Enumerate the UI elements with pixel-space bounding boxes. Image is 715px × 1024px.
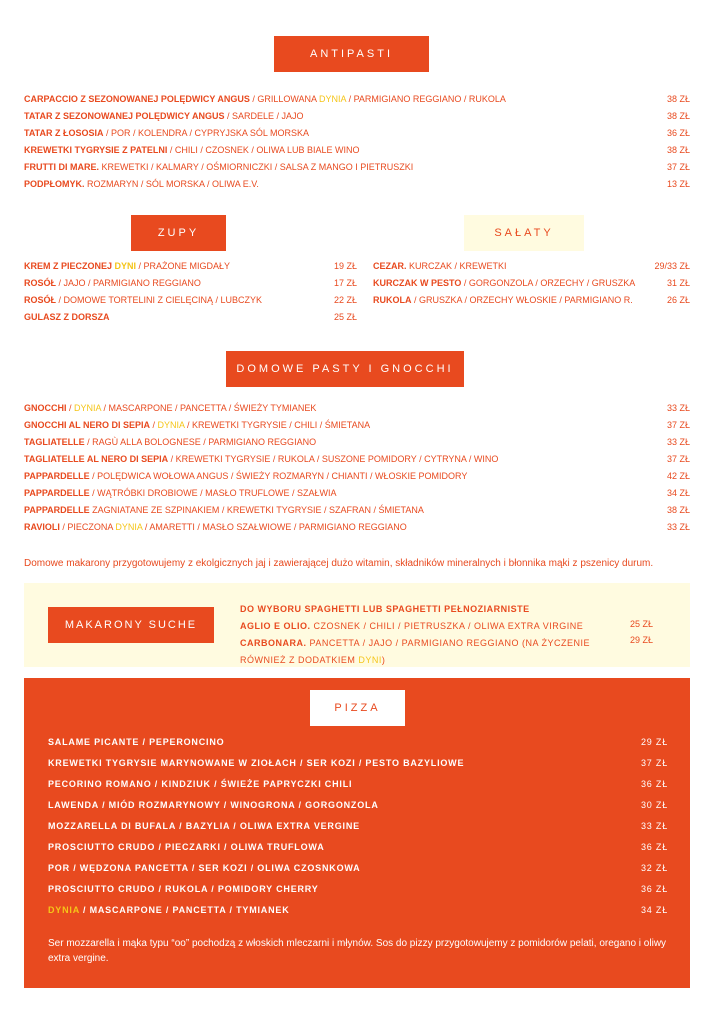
item-desc: / GRILLOWANA xyxy=(249,94,320,104)
suche-prices xyxy=(630,616,653,648)
item-desc: / SARDELE / JAJO xyxy=(224,111,304,121)
suche-header: MAKARONY SUCHE xyxy=(48,607,214,643)
suche-line-2 xyxy=(240,618,600,635)
item-price: 37 ZŁ xyxy=(666,420,690,430)
item-desc: / xyxy=(66,403,75,413)
suche-line-3 xyxy=(240,635,600,652)
item-price: 38 ZŁ xyxy=(666,145,690,155)
pizza-list xyxy=(48,732,668,921)
item-desc: RÓWNIEŻ Z DODATKIEM xyxy=(240,655,359,665)
item-desc: ROZMARYN / SÓL MORSKA / OLIWA E.V. xyxy=(84,179,259,189)
item-price: 36 ZŁ xyxy=(640,842,668,852)
item-highlight: DYNIA xyxy=(157,420,185,430)
item-price: 30 ZŁ xyxy=(640,800,668,810)
item-price: 32 ZŁ xyxy=(640,863,668,873)
item-desc: ) xyxy=(381,655,386,665)
item-desc: / PRAŻONE MIGDAŁY xyxy=(136,261,231,271)
zupy-list xyxy=(24,258,357,326)
menu-item xyxy=(24,519,690,536)
item-highlight: DYNIA xyxy=(319,94,347,104)
item-name: PROSCIUTTO CRUDO / PIECZARKI / OLIWA TRUFLOWA xyxy=(48,842,325,852)
item-desc: / JAJO / PARMIGIANO REGGIANO xyxy=(56,278,201,288)
item-price: 29/33 ZŁ xyxy=(654,261,690,271)
pizza-header: PIZZA xyxy=(310,690,405,726)
pizza-note: Ser mozzarella i mąka typu “oo” pochodzą z włoskich mleczarni i młynów. Sos do pizzy przygotowujemy z pomidorów pelati, oregano i oliwy extra vergine. xyxy=(48,938,667,964)
suche-details xyxy=(240,601,600,669)
item-price: 26 ZŁ xyxy=(666,295,690,305)
item-desc: KREWETKI / KALMARY / OŚMIORNICZKI / SALSA Z MANGO I PIETRUSZKI xyxy=(99,162,414,172)
item-price: 33 ZŁ xyxy=(666,403,690,413)
item-price: 17 ZŁ xyxy=(333,278,357,288)
item-price: 19 ZŁ xyxy=(333,261,357,271)
item-desc: / MASCARPONE / PANCETTA / ŚWIEŻY TYMIANEK xyxy=(101,403,317,413)
item-price: 38 ZŁ xyxy=(666,94,690,104)
salaty-header: SAŁATY xyxy=(464,215,584,251)
item-desc: / GRUSZKA / ORZECHY WŁOSKIE / PARMIGIANO R. xyxy=(411,295,633,305)
item-highlight: DYNI xyxy=(358,655,382,665)
item-name: POR / WĘDZONA PANCETTA / SER KOZI / OLIWA CZOSNKOWA xyxy=(48,863,361,873)
item-name: CARPACCIO Z SEZONOWANEJ POLĘDWICY ANGUS xyxy=(24,94,250,104)
item-name: KREM Z PIECZONEJ xyxy=(24,261,115,271)
item-name: PAPPARDELLE xyxy=(24,488,90,498)
item-name: KREWETKI TYGRYSIE Z PATELNI xyxy=(24,145,168,155)
item-highlight: DYNIA xyxy=(74,403,102,413)
item-price: 33 ZŁ xyxy=(640,821,668,831)
pasty-list xyxy=(24,400,690,536)
menu-item xyxy=(24,451,690,468)
item-price: 38 ZŁ xyxy=(666,111,690,121)
item-desc: ZAGNIATANE ZE SZPINAKIEM / KREWETKI TYGRYSIE / SZAFRAN / ŚMIETANA xyxy=(89,505,424,515)
item-price: 29 ZŁ xyxy=(630,635,654,645)
menu-item xyxy=(24,292,357,309)
item-desc: / PIECZONA xyxy=(59,522,116,532)
item-name: PODPŁOMYK. xyxy=(24,179,85,189)
menu-item xyxy=(373,292,690,309)
menu-item xyxy=(24,502,690,519)
menu-item xyxy=(24,275,357,292)
menu-item xyxy=(48,837,668,858)
menu-item xyxy=(48,879,668,900)
item-price: 25 ZŁ xyxy=(333,312,357,322)
menu-item xyxy=(48,816,668,837)
item-price: 37 ZŁ xyxy=(666,454,690,464)
item-name: KURCZAK W PESTO xyxy=(373,278,462,288)
menu-item xyxy=(24,91,690,108)
menu-item xyxy=(24,309,357,326)
suche-line-4 xyxy=(240,652,600,669)
item-price: 22 ZŁ xyxy=(333,295,357,305)
item-price: 33 ZŁ xyxy=(666,522,690,532)
menu-item xyxy=(24,258,357,275)
pizza-panel xyxy=(24,678,690,988)
antipasti-list xyxy=(24,91,690,193)
item-name: TATAR Z SEZONOWANEJ POLĘDWICY ANGUS xyxy=(24,111,225,121)
item-price: 42 ZŁ xyxy=(666,471,690,481)
suche-line-1: DO WYBORU SPAGHETTI LUB SPAGHETTI PEŁNOZIARNISTE xyxy=(240,604,530,614)
pasty-header: DOMOWE PASTY I GNOCCHI xyxy=(226,351,464,387)
item-name: RAVIOLI xyxy=(24,522,60,532)
item-name: SALAME PICANTE / PEPERONCINO xyxy=(48,737,225,747)
menu-item xyxy=(48,732,668,753)
item-price: 36 ZŁ xyxy=(640,884,668,894)
item-desc: / GORGONZOLA / ORZECHY / GRUSZKA xyxy=(461,278,636,288)
item-name: MOZZARELLA DI BUFALA / BAZYLIA / OLIWA EXTRA VERGINE xyxy=(48,821,360,831)
pasty-note: Domowe makarony przygotowujemy z ekolgicznych jaj i zawierającej dużo witamin, składników mineralnych i błonnika mąki z pszenicy durum. xyxy=(24,558,654,569)
item-desc: / POLĘDWICA WOŁOWA ANGUS / ŚWIEŻY ROZMARYN / CHIANTI / WŁOSKIE POMIDORY xyxy=(89,471,468,481)
item-desc: / RAGÙ ALLA BOLOGNESE / PARMIGIANO REGGIANO xyxy=(84,437,317,447)
item-name: RUKOLA xyxy=(373,295,412,305)
item-name: / MASCARPONE / PANCETTA / TYMIANEK xyxy=(79,905,290,915)
item-name: FRUTTI DI MARE. xyxy=(24,162,99,172)
menu-item xyxy=(24,176,690,193)
item-name: KREWETKI TYGRYSIE MARYNOWANE W ZIOŁACH / SER KOZI / PESTO BAZYLIOWE xyxy=(48,758,465,768)
item-name: GULASZ Z DORSZA xyxy=(24,312,110,322)
item-name: ROSÓŁ xyxy=(24,278,57,288)
item-desc: PANCETTA / JAJO / PARMIGIANO REGGIANO (NA ŻYCZENIE xyxy=(306,638,591,648)
item-desc: / KREWETKI TYGRYSIE / CHILI / ŚMIETANA xyxy=(184,420,371,430)
item-name: PAPPARDELLE xyxy=(24,505,90,515)
zupy-header: ZUPY xyxy=(131,215,226,251)
item-price: 25 ZŁ xyxy=(630,619,654,629)
menu-item xyxy=(48,774,668,795)
item-name: PAPPARDELLE xyxy=(24,471,90,481)
item-price: 31 ZŁ xyxy=(666,278,690,288)
menu-item xyxy=(24,125,690,142)
item-desc: / POR / KOLENDRA / CYPRYJSKA SÓL MORSKA xyxy=(103,128,310,138)
item-name: CEZAR. xyxy=(373,261,407,271)
item-desc: KURCZAK / KREWETKI xyxy=(406,261,507,271)
menu-item xyxy=(373,275,690,292)
item-name: AGLIO E OLIO. xyxy=(240,621,311,631)
item-name: LAWENDA / MIÓD ROZMARYNOWY / WINOGRONA / GORGONZOLA xyxy=(48,800,379,810)
item-highlight: DYNIA xyxy=(48,905,80,915)
item-desc: / WĄTRÓBKI DROBIOWE / MASŁO TRUFLOWE / SZAŁWIA xyxy=(89,488,337,498)
item-name: GNOCCHI AL NERO DI SEPIA xyxy=(24,420,151,430)
item-price: 33 ZŁ xyxy=(666,437,690,447)
item-price: 36 ZŁ xyxy=(640,779,668,789)
item-name: TAGLIATELLE xyxy=(24,437,85,447)
menu-item xyxy=(24,108,690,125)
menu-item xyxy=(24,142,690,159)
item-price: 29 ZŁ xyxy=(640,737,668,747)
item-price: 13 ZŁ xyxy=(666,179,690,189)
menu-item xyxy=(373,258,690,275)
item-price: 38 ZŁ xyxy=(666,505,690,515)
item-name: TAGLIATELLE AL NERO DI SEPIA xyxy=(24,454,169,464)
item-desc: / KREWETKI TYGRYSIE / RUKOLA / SUSZONE POMIDORY / CYTRYNA / WINO xyxy=(168,454,499,464)
item-desc: / DOMOWE TORTELINI Z CIELĘCINĄ / LUBCZYK xyxy=(56,295,263,305)
item-price: 37 ZŁ xyxy=(640,758,668,768)
item-name: GNOCCHI xyxy=(24,403,67,413)
item-name: TATAR Z ŁOSOSIA xyxy=(24,128,104,138)
antipasti-header: ANTIPASTI xyxy=(274,36,429,72)
salaty-list xyxy=(373,258,690,309)
item-desc: / PARMIGIANO REGGIANO / RUKOLA xyxy=(346,94,506,104)
menu-item xyxy=(24,417,690,434)
menu-item xyxy=(24,159,690,176)
item-name: ROSÓŁ xyxy=(24,295,57,305)
makarony-suche-panel xyxy=(24,583,690,667)
item-desc: / AMARETTI / MASŁO SZAŁWIOWE / PARMIGIANO REGGIANO xyxy=(142,522,407,532)
item-price: 36 ZŁ xyxy=(666,128,690,138)
menu-item xyxy=(24,485,690,502)
item-desc: / xyxy=(150,420,158,430)
item-price: 37 ZŁ xyxy=(666,162,690,172)
item-price: 34 ZŁ xyxy=(640,905,668,915)
item-name: PECORINO ROMANO / KINDZIUK / ŚWIEŻE PAPRYCZKI CHILI xyxy=(48,779,353,789)
menu-item xyxy=(24,434,690,451)
item-highlight: DYNIA xyxy=(115,522,143,532)
menu-item xyxy=(24,400,690,417)
menu-item xyxy=(48,900,668,921)
item-name: CARBONARA. xyxy=(240,638,307,648)
item-desc: CZOSNEK / CHILI / PIETRUSZKA / OLIWA EXTRA VIRGINE xyxy=(310,621,584,631)
item-highlight: DYNI xyxy=(114,261,137,271)
item-name: PROSCIUTTO CRUDO / RUKOLA / POMIDORY CHERRY xyxy=(48,884,319,894)
menu-item xyxy=(24,468,690,485)
menu-item xyxy=(48,795,668,816)
menu-item xyxy=(48,858,668,879)
item-desc: / CHILI / CZOSNEK / OLIWA LUB BIALE WINO xyxy=(167,145,360,155)
menu-item xyxy=(48,753,668,774)
item-price: 34 ZŁ xyxy=(666,488,690,498)
